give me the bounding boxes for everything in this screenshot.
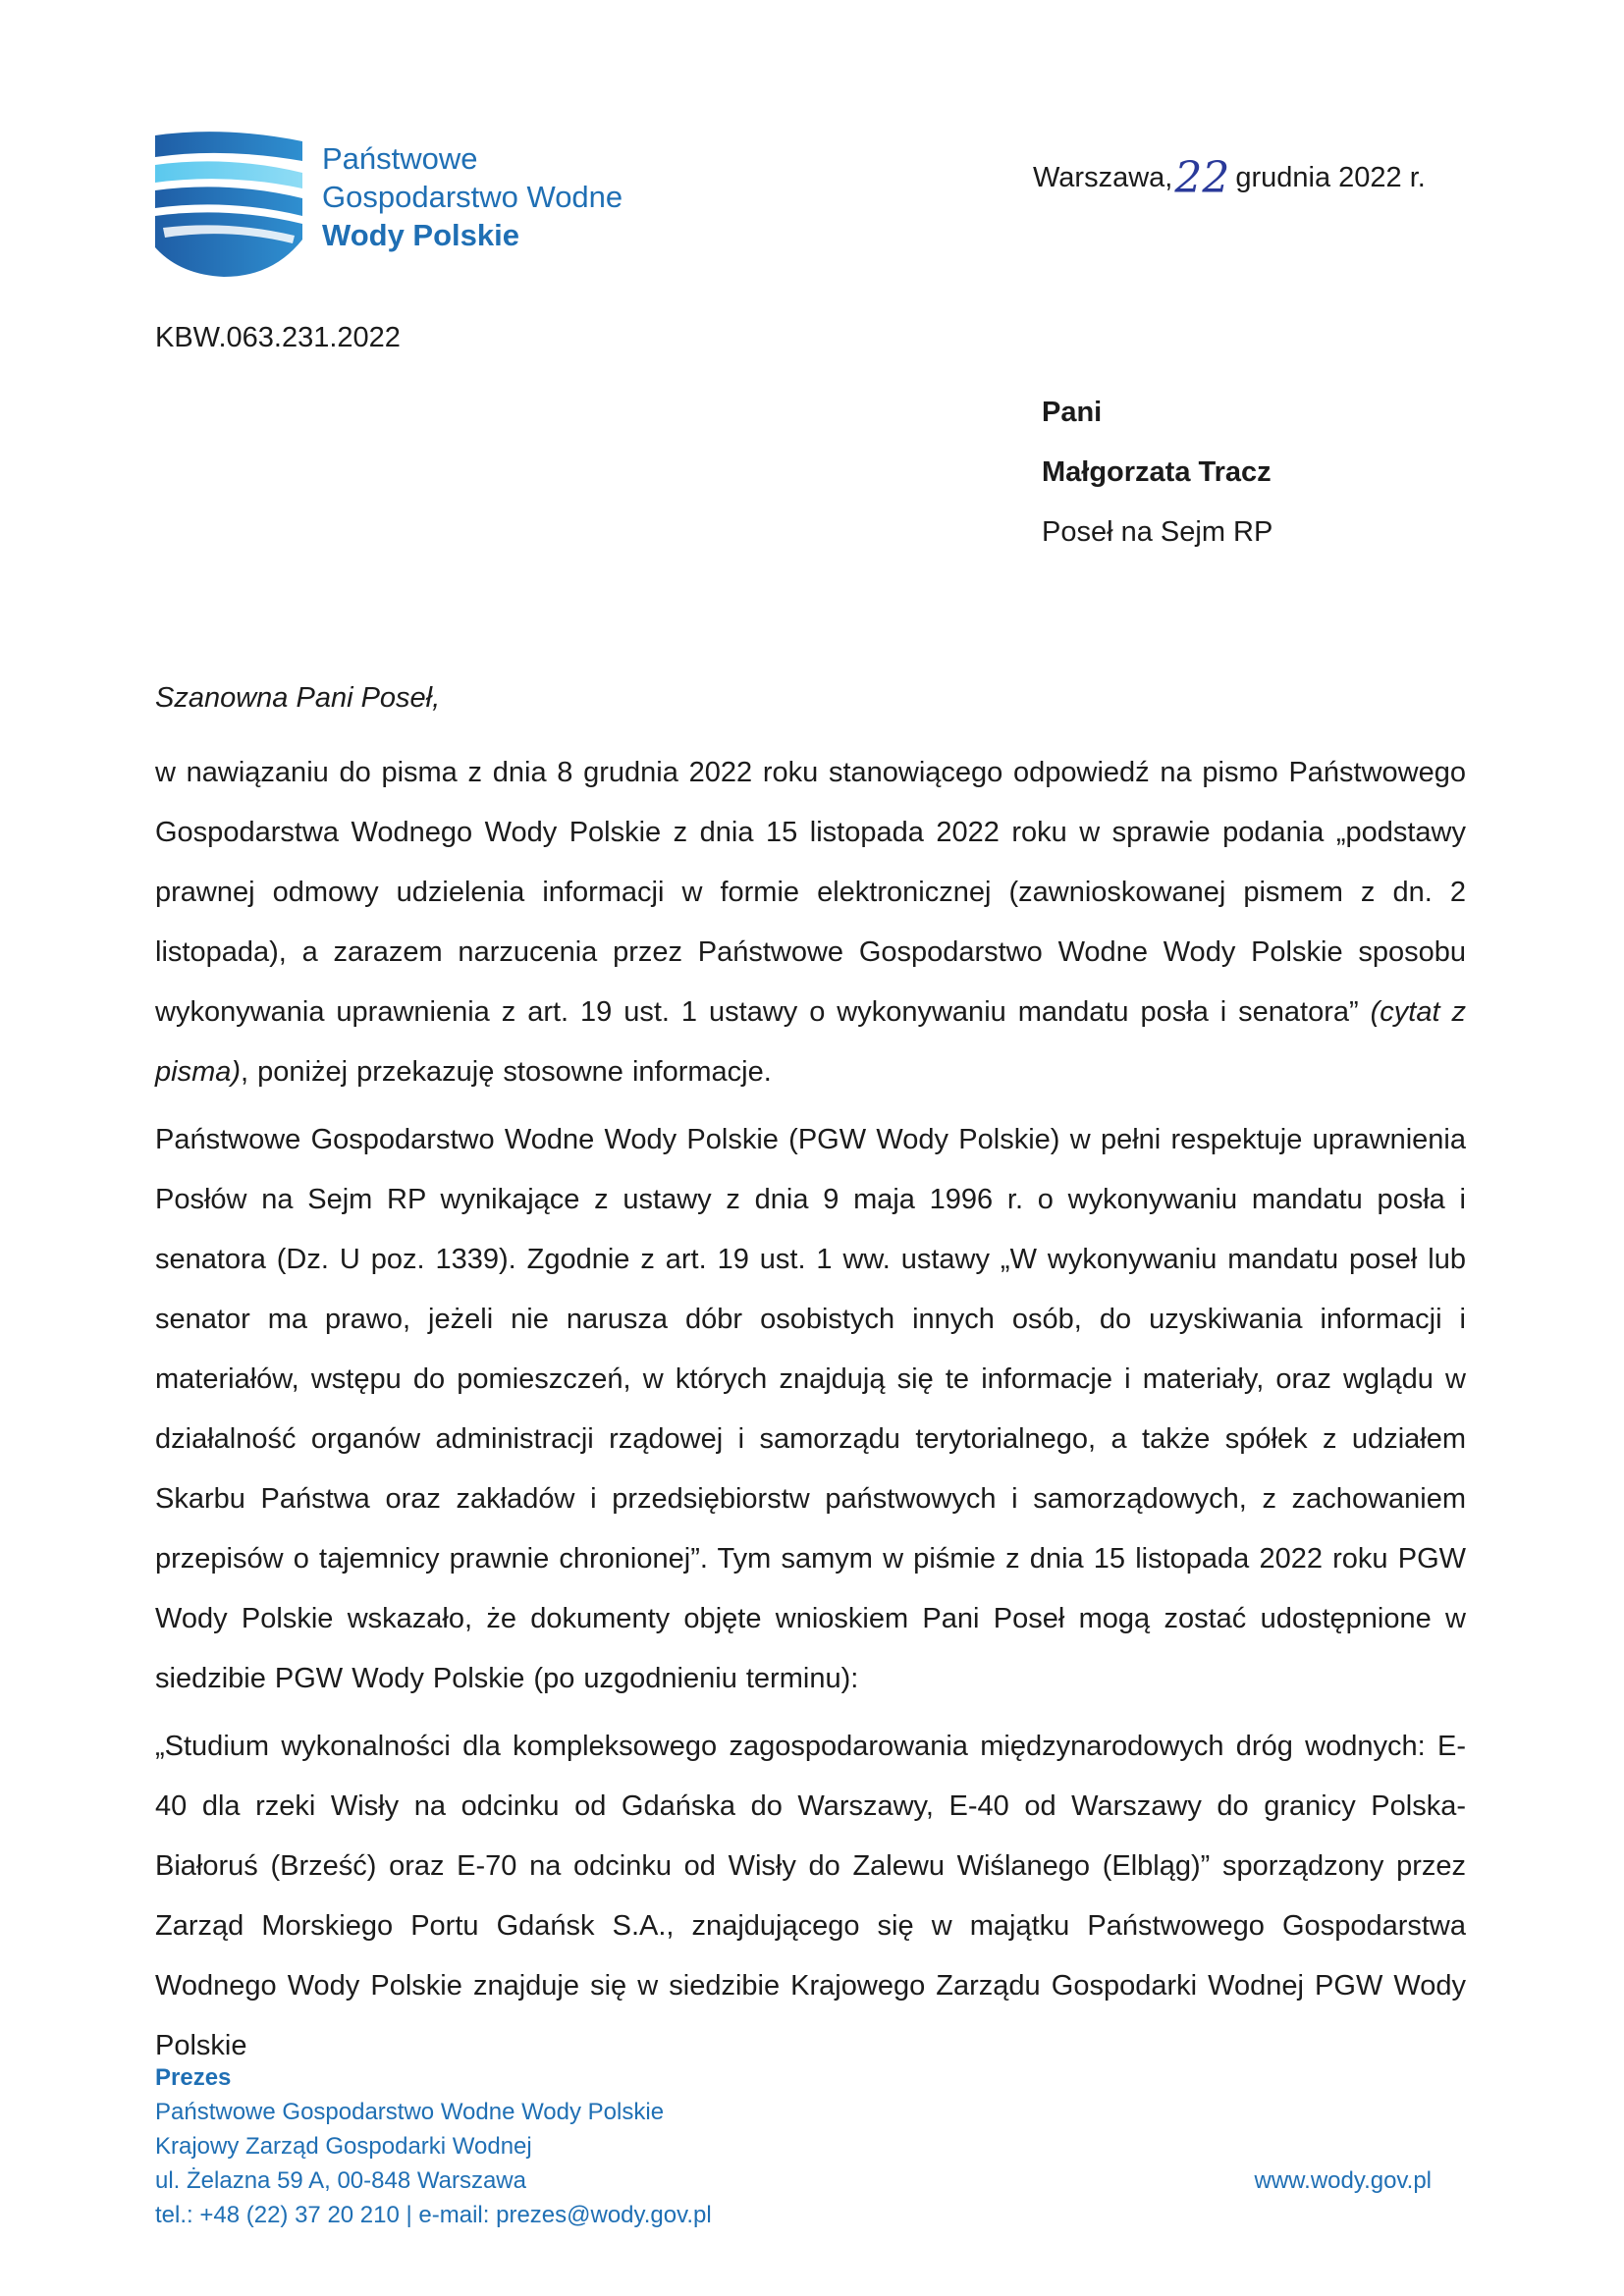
website-link[interactable]: www.wody.gov.pl <box>1254 2167 1432 2194</box>
paragraph-1 <box>155 743 1466 1102</box>
footer-line3: ul. Żelazna 59 A, 00-848 Warszawa <box>155 2167 526 2194</box>
handwritten-day: 22 <box>1174 153 1230 203</box>
reference-number: KBW.063.231.2022 <box>155 322 401 353</box>
addressee-block <box>1042 383 1272 562</box>
footer-title: Prezes <box>155 2064 232 2091</box>
footer-line1: Państwowe Gospodarstwo Wodne Wody Polskie <box>155 2099 665 2125</box>
paragraph-1-citation: (cytat z pisma) <box>155 996 1466 1088</box>
salutation: Szanowna Pani Poseł, <box>155 682 441 714</box>
addressee-name: Małgorzata Tracz <box>1042 456 1272 488</box>
org-name <box>322 139 623 254</box>
org-name-line3: Wody Polskie <box>322 218 519 252</box>
paragraph-1-end: , poniżej przekazuję stosowne informacje. <box>241 1056 772 1088</box>
letter-body <box>155 743 1466 2084</box>
month-year: grudnia 2022 r. <box>1235 162 1426 193</box>
paragraph-3: „Studium wykonalności dla kompleksowego zagospodarowania międzynarodowych dróg wodnych: E-40 dla rzeki Wisły na odcinku od Gdańska do Warszawy, E-40 od Warszawy do granicy Polska-Białoruś (Brześć) oraz E-70 na odcinku od Wisły do Zalewu Wiślanego (Elbląg)” sporządzony przez Zarząd Morskiego Portu Gdańsk S.A., znajdującego się w majątku Państwowego Gospodarstwa Wodnego Wody Polskie znajduje się w siedzibie Krajowego Zarządu Gospodarki Wodnej PGW Wody Polskie <box>155 1731 1466 2061</box>
footer-line4: tel.: +48 (22) 37 20 210 | e-mail: prezes@wody.gov.pl <box>155 2202 712 2228</box>
footer-contact <box>155 2060 712 2232</box>
city: Warszawa, <box>1033 162 1173 193</box>
paragraph-1-main: w nawiązaniu do pisma z dnia 8 grudnia 2022 roku stanowiącego odpowiedź na pismo Państwowego Gospodarstwa Wodnego Wody Polskie z dnia 15 listopada 2022 roku w sprawie podania „podstawy prawnej odmowy udzielenia informacji w formie elektronicznej (zawnioskowanej pismem z dn. 2 listopada), a zarazem narzucenia przez Państwowe Gospodarstwo Wodne Wody Polskie sposobu wykonywania uprawnienia z art. 19 ust. 1 ustawy o wykonywaniu mandatu posła i senatora” <box>155 757 1466 1028</box>
org-name-line1: Państwowe <box>322 141 478 176</box>
place-date <box>1033 147 1426 203</box>
wody-polskie-logo <box>155 130 302 279</box>
org-name-line2: Gospodarstwo Wodne <box>322 180 623 214</box>
addressee-title: Pani <box>1042 397 1103 428</box>
footer-line2: Krajowy Zarząd Gospodarki Wodnej <box>155 2133 532 2160</box>
paragraph-2: Państwowe Gospodarstwo Wodne Wody Polskie (PGW Wody Polskie) w pełni respektuje uprawnienia Posłów na Sejm RP wynikające z ustawy z dnia 9 maja 1996 r. o wykonywaniu mandatu posła i senatora (Dz. U poz. 1339). Zgodnie z art. 19 ust. 1 ww. ustawy „W wykonywaniu mandatu poseł lub senator ma prawo, jeżeli nie narusza dóbr osobistych innych osób, do uzyskiwania informacji i materiałów, wstępu do pomieszczeń, w których znajdują się te informacje i materiały, oraz wglądu w działalność organów administracji rządowej i samorządu terytorialnego, a także spółek z udziałem Skarbu Państwa oraz zakładów i przedsiębiorstw państwowych i samorządowych, z zachowaniem przepisów o tajemnicy prawnie chronionej”. Tym samym w piśmie z dnia 15 listopada 2022 roku PGW Wody Polskie wskazało, że dokumenty objęte wnioskiem Pani Poseł mogą zostać udostępnione w siedzibie PGW Wody Polskie (po uzgodnieniu terminu): <box>155 1124 1466 1694</box>
addressee-role: Poseł na Sejm RP <box>1042 516 1273 548</box>
